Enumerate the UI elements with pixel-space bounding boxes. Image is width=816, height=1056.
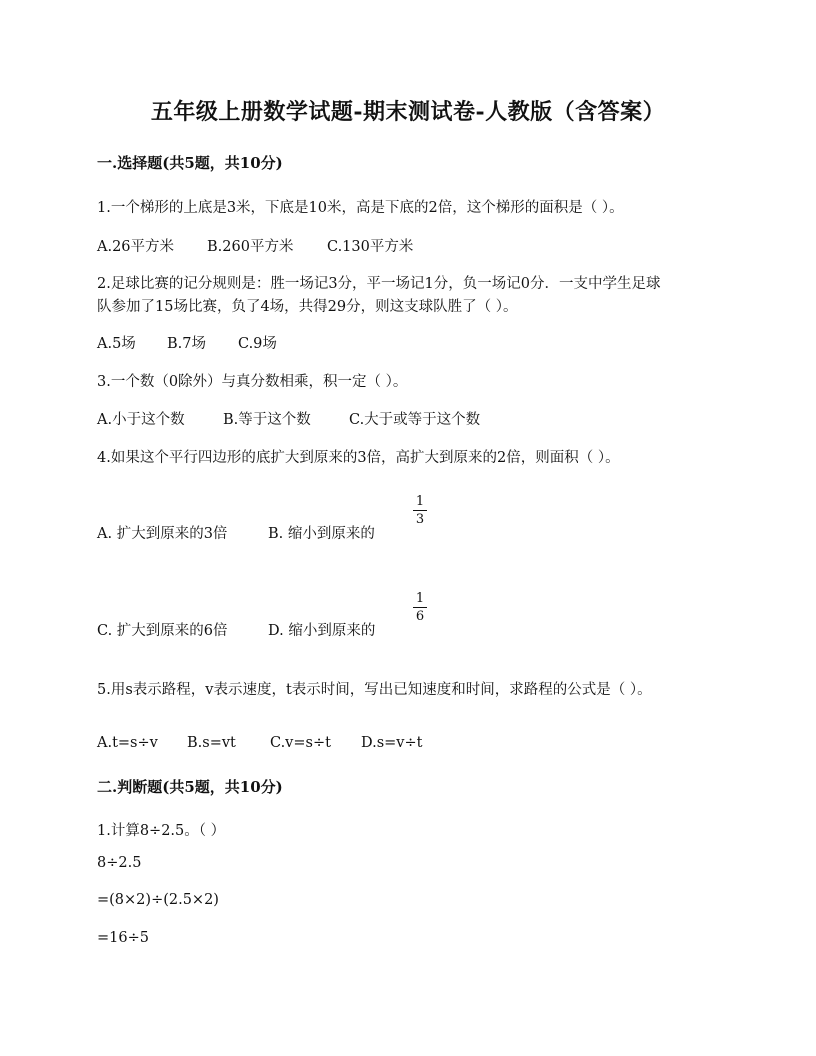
section-heading-choice: 一.选择题(共5题，共10分): [97, 154, 283, 172]
fraction-numerator: 1: [415, 591, 425, 606]
fraction-bar: [413, 607, 427, 608]
q3-option-b: B.等于这个数: [223, 412, 311, 428]
question-4-text: 4.如果这个平行四边形的底扩大到原来的3倍，高扩大到原来的2倍，则面积（ ）。: [97, 450, 620, 466]
q5-option-a: A.t=s÷v: [97, 735, 158, 751]
question-1-text: 1.一个梯形的上底是3米，下底是10米，高是下底的2倍，这个梯形的面积是（ ）。: [97, 200, 624, 216]
question-2-line-1: 2.足球比赛的记分规则是：胜一场记3分，平一场记1分，负一场记0分．一支中学生足球: [97, 276, 661, 292]
question-3-text: 3.一个数（0除外）与真分数相乘，积一定（ ）。: [97, 374, 408, 390]
q1-option-c: C.130平方米: [327, 239, 414, 255]
q3-option-a: A.小于这个数: [97, 412, 185, 428]
section-heading-judgment: 二.判断题(共5题，共10分): [97, 778, 283, 796]
question-3-options: [97, 408, 480, 429]
judgment-q1-step-1: 8÷2.5: [97, 855, 142, 871]
q2-option-c: C.9场: [238, 336, 277, 352]
document-title: 五年级上册数学试题-期末测试卷-人教版（含答案）: [150, 99, 666, 125]
q5-option-c: C.v=s÷t: [270, 735, 331, 751]
fraction-bar: [413, 510, 427, 511]
q1-option-a: A.26平方米: [97, 239, 175, 255]
question-5-options: [97, 735, 422, 751]
q5-option-d: D.s=v÷t: [361, 735, 423, 751]
q4-option-a: A. 扩大到原来的3倍: [97, 526, 228, 542]
q2-option-a: A.5场: [97, 336, 136, 352]
judgment-question-1-text: 1.计算8÷2.5。（ ）: [97, 823, 226, 839]
fraction-denominator: 6: [415, 609, 425, 624]
fraction-numerator: 1: [415, 494, 425, 509]
question-2-options: [97, 332, 277, 353]
question-1-options: [97, 235, 413, 256]
q1-option-b: B.260平方米: [207, 239, 294, 255]
q2-option-b: B.7场: [167, 336, 206, 352]
question-5-text: 5.用s表示路程，v表示速度，t表示时间，写出已知速度和时间，求路程的公式是（ ）。: [97, 682, 652, 698]
q3-option-c: C.大于或等于这个数: [349, 412, 481, 428]
judgment-q1-step-3: =16÷5: [97, 930, 149, 946]
q4-option-c: C. 扩大到原来的6倍: [97, 623, 228, 639]
question-2-line-2: 队参加了15场比赛，负了4场，共得29分，则这支球队胜了（ ）。: [97, 299, 518, 315]
q4-option-d-fraction: [413, 591, 427, 624]
q4-option-b: B. 缩小到原来的: [268, 526, 375, 542]
q4-option-b-fraction: [413, 494, 427, 527]
q4-option-d: D. 缩小到原来的: [268, 623, 376, 639]
fraction-denominator: 3: [415, 512, 425, 527]
q5-option-b: B.s=vt: [187, 735, 236, 751]
judgment-q1-step-2: =(8×2)÷(2.5×2): [97, 892, 219, 908]
